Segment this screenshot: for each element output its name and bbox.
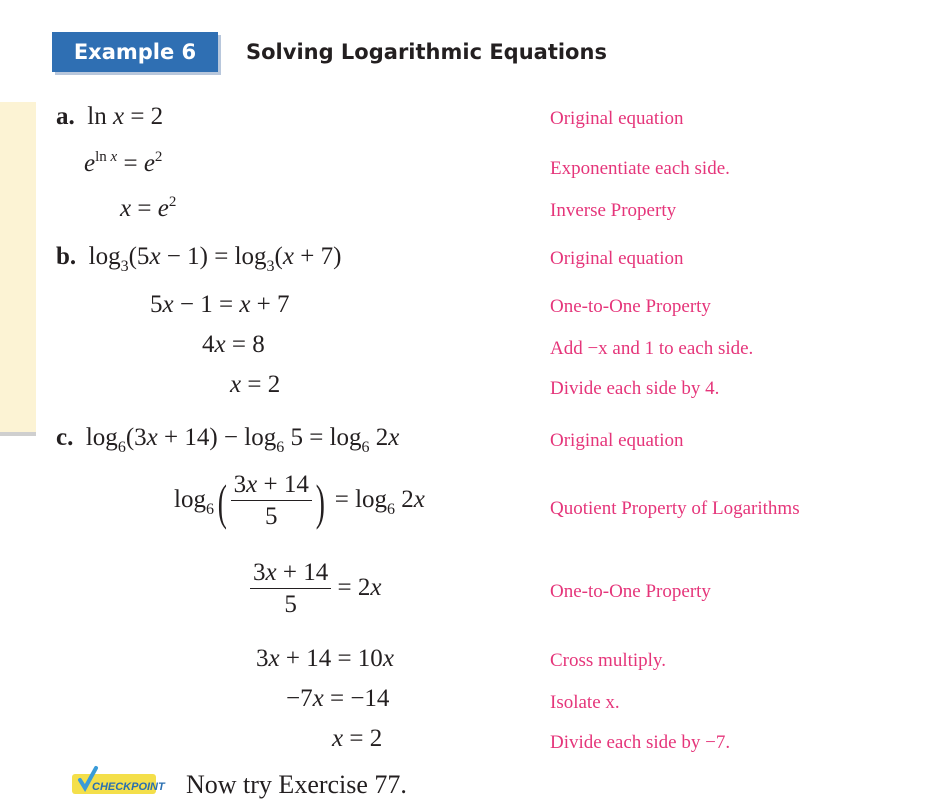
equation-c-4: 3x + 14 = 10x	[256, 645, 394, 672]
checkpoint-text: Now try Exercise 77.	[186, 770, 407, 799]
note-b-4: Divide each side by 4.	[550, 378, 720, 399]
note-a-3: Inverse Property	[550, 200, 677, 221]
equation-b-1: b. $\log_3(5x - 1) = \log_3(x + 7)$	[56, 243, 342, 275]
equation-c-6: x = 2	[332, 725, 383, 752]
equation-b-4: x = 2	[230, 371, 281, 398]
note-b-2: One-to-One Property	[550, 296, 711, 317]
note-c-4: Cross multiply.	[550, 650, 666, 671]
note-c-5: Isolate x.	[550, 692, 620, 713]
equation-c-3: $\frac{3x + 14}{5}$ = 2x	[250, 558, 381, 621]
equation-b-2: 5x − 1 = x + 7	[150, 291, 290, 318]
fraction: $\frac{3x + 14}{5}$	[250, 558, 331, 621]
note-c-3: One-to-One Property	[550, 581, 711, 602]
margin-sidebar	[0, 102, 36, 432]
checkpoint-badge	[72, 766, 165, 794]
part-c-label: c.	[56, 424, 74, 451]
note-b-1: Original equation	[550, 248, 684, 269]
margin-sidebar-shadow	[0, 432, 36, 436]
checkpoint-badge-text: CHECKPOINT	[92, 781, 165, 793]
equation-c-1: c. $\log_6(3x + 14) - \log_6 5 = \log_6 2x$	[56, 424, 400, 456]
example-badge: Example 6	[52, 32, 218, 72]
note-c-1: Original equation	[550, 430, 684, 451]
note-c-6: Divide each side by −7.	[550, 732, 731, 753]
equation-a-2: $e^{ln x} = e^2$	[84, 149, 163, 177]
part-b-label: b.	[56, 243, 77, 270]
note-a-1: Original equation	[550, 108, 684, 129]
equation-c-2: $\log_6$( $\frac{3x + 14}{5}$ ) = $\log_6 2x$	[174, 470, 425, 533]
example-title: Solving Logarithmic Equations	[246, 40, 607, 64]
checkpoint-check-icon	[72, 766, 165, 794]
note-c-2: Quotient Property of Logarithms	[550, 498, 800, 519]
note-b-3: Add −x and 1 to each side.	[550, 338, 754, 359]
equation-a-3: $x = e^2$	[120, 194, 177, 222]
fraction: $\frac{3x + 14}{5}$	[231, 470, 312, 533]
equation-a-1: a. ln x = 2	[56, 103, 164, 130]
note-a-2: Exponentiate each side.	[550, 158, 730, 179]
equation-c-5: −7x = −14	[286, 685, 390, 712]
equation-b-3: 4x = 8	[202, 331, 265, 358]
part-a-label: a.	[56, 103, 75, 130]
